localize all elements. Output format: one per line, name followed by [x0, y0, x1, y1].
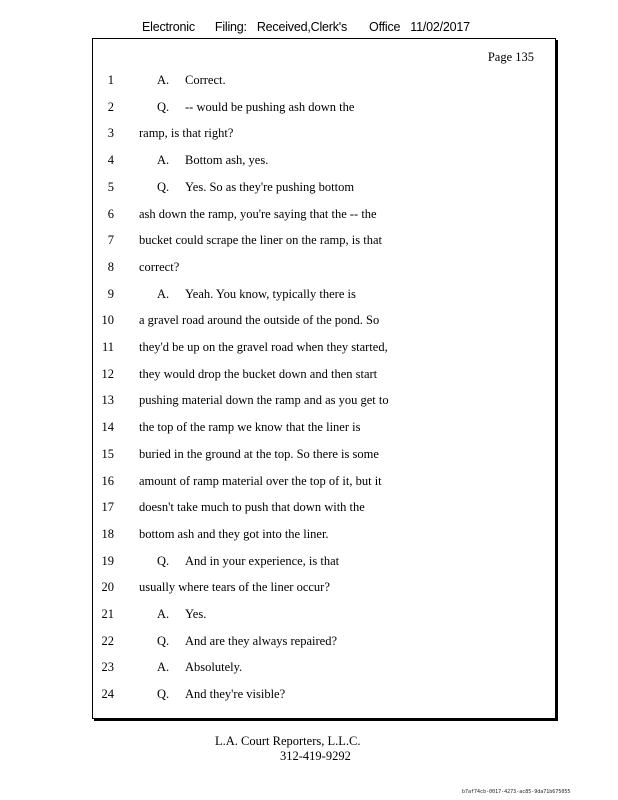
line-content: they'd be up on the gravel road when they started,: [139, 340, 388, 354]
line-text: [139, 634, 337, 649]
line-content: a gravel road around the outside of the pond. So: [139, 313, 380, 328]
question-marker: Q.: [157, 179, 170, 194]
line-text: [139, 153, 268, 168]
line-text: [139, 340, 388, 355]
line-content: ramp, is that right?: [139, 126, 234, 141]
line-content: bucket could scrape the liner on the ramp, is that: [139, 233, 382, 248]
line-content: Yeah. You know, typically there is: [185, 286, 356, 301]
line-content: correct?: [139, 259, 180, 274]
line-text: [139, 393, 389, 408]
answer-marker: A.: [157, 660, 170, 675]
line-text: [139, 474, 382, 489]
line-number: 17: [101, 500, 114, 515]
line-text: [139, 207, 377, 222]
header-electronic: Electronic: [142, 20, 195, 34]
line-content: And they're visible?: [185, 687, 286, 702]
line-content: usually where tears of the liner occur?: [139, 580, 330, 595]
line-content: Bottom ash, yes.: [185, 153, 269, 168]
line-number: 16: [101, 473, 114, 488]
line-number: 3: [107, 126, 114, 141]
line-number: 6: [107, 206, 114, 221]
line-number: 14: [101, 420, 114, 435]
line-number: 15: [101, 446, 114, 461]
header-filing: Filing:: [214, 20, 247, 34]
line-number: 23: [101, 660, 114, 675]
line-content: amount of ramp material over the top of it, but it: [139, 473, 382, 488]
line-text: [139, 126, 233, 141]
line-number: 19: [101, 553, 114, 568]
line-number: 24: [101, 687, 114, 702]
document-hash: b7af74cb-0017-4273-ac85-9da71b675055: [462, 789, 571, 795]
line-content: the top of the ramp we know that the liner is: [139, 420, 361, 435]
line-content: Yes. So as they're pushing bottom: [185, 179, 355, 194]
line-content: -- would be pushing ash down the: [185, 99, 355, 114]
line-text: [139, 660, 242, 675]
line-number: 13: [101, 393, 114, 408]
line-number: 5: [107, 179, 114, 194]
question-marker: Q.: [157, 633, 170, 648]
line-number: 11: [101, 340, 114, 354]
line-text: [139, 180, 354, 195]
line-content: doesn't take much to push that down with the: [139, 500, 365, 515]
page-number: Page 135: [487, 50, 534, 64]
line-content: Absolutely.: [185, 660, 243, 675]
line-text: [139, 607, 206, 622]
firm-phone: 312-419-9292: [280, 749, 351, 763]
line-content: ash down the ramp, you're saying that the -- the: [139, 206, 377, 221]
filing-header: [142, 20, 470, 34]
line-number: 22: [101, 633, 114, 648]
answer-marker: A.: [157, 153, 170, 168]
header-office: Office: [369, 20, 401, 34]
line-number: 21: [101, 607, 114, 621]
line-text: [139, 260, 179, 275]
line-text: [139, 420, 360, 435]
line-number: 20: [101, 580, 114, 595]
line-text: [139, 313, 379, 328]
line-number: 7: [107, 233, 114, 248]
line-content: Yes.: [185, 607, 207, 621]
line-number: 2: [107, 99, 114, 114]
header-received: Received,Clerk's: [256, 20, 348, 34]
line-content: buried in the ground at the top. So there is some: [139, 446, 379, 461]
line-text: [139, 500, 365, 515]
answer-marker: A.: [157, 286, 170, 301]
line-text: [139, 233, 382, 248]
header-date: 11/02/2017: [410, 20, 470, 34]
line-number: 18: [101, 526, 114, 541]
line-number: 1: [107, 73, 114, 87]
line-text: [139, 447, 379, 462]
line-text: [139, 554, 339, 569]
line-text: [139, 100, 354, 115]
line-number: 10: [101, 313, 114, 328]
question-marker: Q.: [157, 553, 170, 568]
question-marker: Q.: [157, 687, 170, 702]
question-marker: Q.: [157, 99, 170, 114]
line-content: Correct.: [185, 73, 226, 87]
line-number: 8: [107, 259, 114, 274]
answer-marker: A.: [157, 73, 170, 87]
answer-marker: A.: [157, 607, 170, 621]
line-content: they would drop the bucket down and then start: [139, 366, 378, 381]
line-content: bottom ash and they got into the liner.: [139, 526, 329, 541]
line-text: [139, 527, 329, 542]
line-text: [139, 287, 356, 302]
line-text: [139, 580, 330, 595]
line-text: [139, 73, 226, 88]
line-number: 12: [101, 366, 114, 381]
line-text: [139, 367, 377, 382]
line-content: And are they always repaired?: [185, 633, 338, 648]
line-number: 4: [107, 153, 114, 168]
line-text: [139, 687, 285, 702]
line-number: 9: [107, 286, 114, 301]
line-content: pushing material down the ramp and as you get to: [139, 393, 389, 408]
firm-name: L.A. Court Reporters, L.L.C.: [215, 734, 361, 748]
line-content: And in your experience, is that: [185, 553, 340, 568]
